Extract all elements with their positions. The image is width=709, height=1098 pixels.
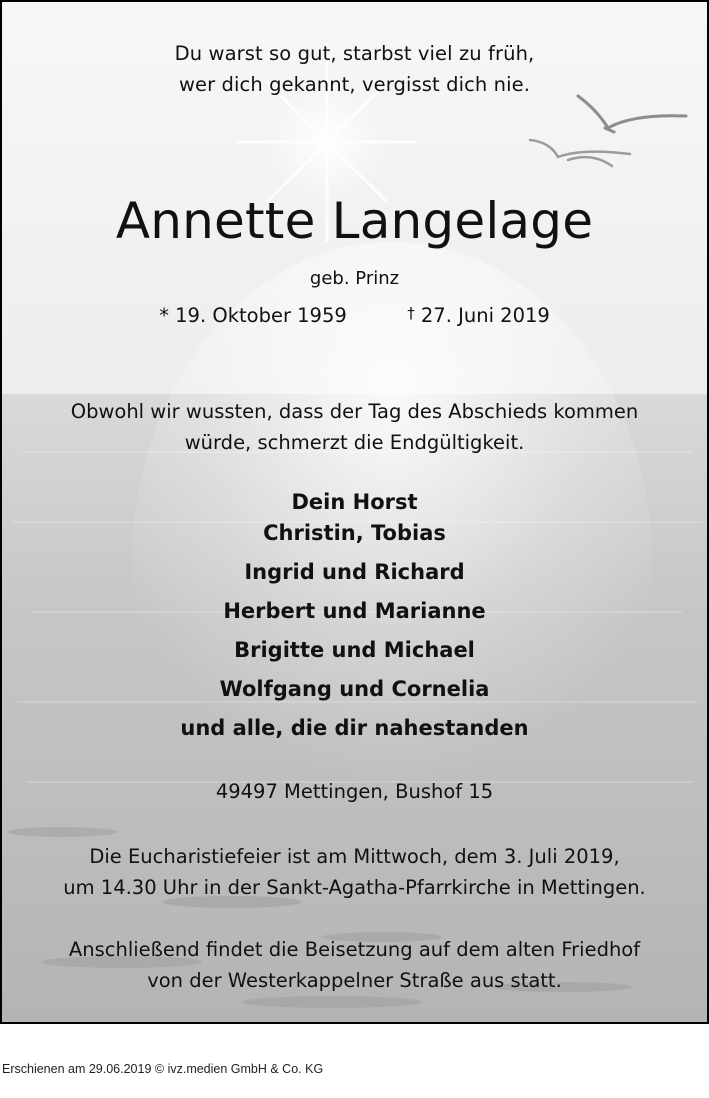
mourner-line: Wolfgang und Cornelia (219, 677, 490, 701)
mourner-line: und alle, die dir nahestanden (180, 716, 529, 740)
burial-line: von der Westerkappelner Straße aus statt. (147, 969, 562, 992)
death-date: 27. Juni 2019 (420, 304, 550, 327)
intro-line: würde, schmerzt die Endgültigkeit. (184, 431, 525, 454)
death-symbol: † (407, 304, 415, 322)
verse-line: Du warst so gut, starbst viel zu früh, (174, 42, 535, 65)
mourner-line: Dein Horst (291, 490, 418, 514)
burial-line: Anschließend findet die Beisetzung auf dem alten Friedhof (68, 938, 641, 961)
mourner-line: Herbert und Marianne (223, 599, 486, 623)
maiden-name: geb. Prinz (309, 268, 400, 289)
verse-line: wer dich gekannt, vergisst dich nie. (178, 73, 531, 96)
mourner-line: Brigitte und Michael (234, 638, 475, 662)
birth-date: * 19. Oktober 1959 (159, 304, 347, 327)
address: 49497 Mettingen, Bushof 15 (215, 780, 494, 803)
notice-content (2, 2, 707, 1022)
service-line: um 14.30 Uhr in der Sankt-Agatha-Pfarrkirche in Mettingen. (63, 876, 646, 899)
intro-line: Obwohl wir wussten, dass der Tag des Abschieds kommen (70, 400, 639, 423)
publication-footer: Erschienen am 29.06.2019 © ivz.medien GmbH & Co. KG (2, 1062, 324, 1076)
mourner-line: Ingrid und Richard (244, 560, 465, 584)
service-line: Die Eucharistiefeier ist am Mittwoch, dem 3. Juli 2019, (89, 845, 620, 868)
life-dates (2, 304, 707, 327)
deceased-name: Annette Langelage (115, 192, 594, 250)
mourner-line: Christin, Tobias (263, 521, 446, 545)
